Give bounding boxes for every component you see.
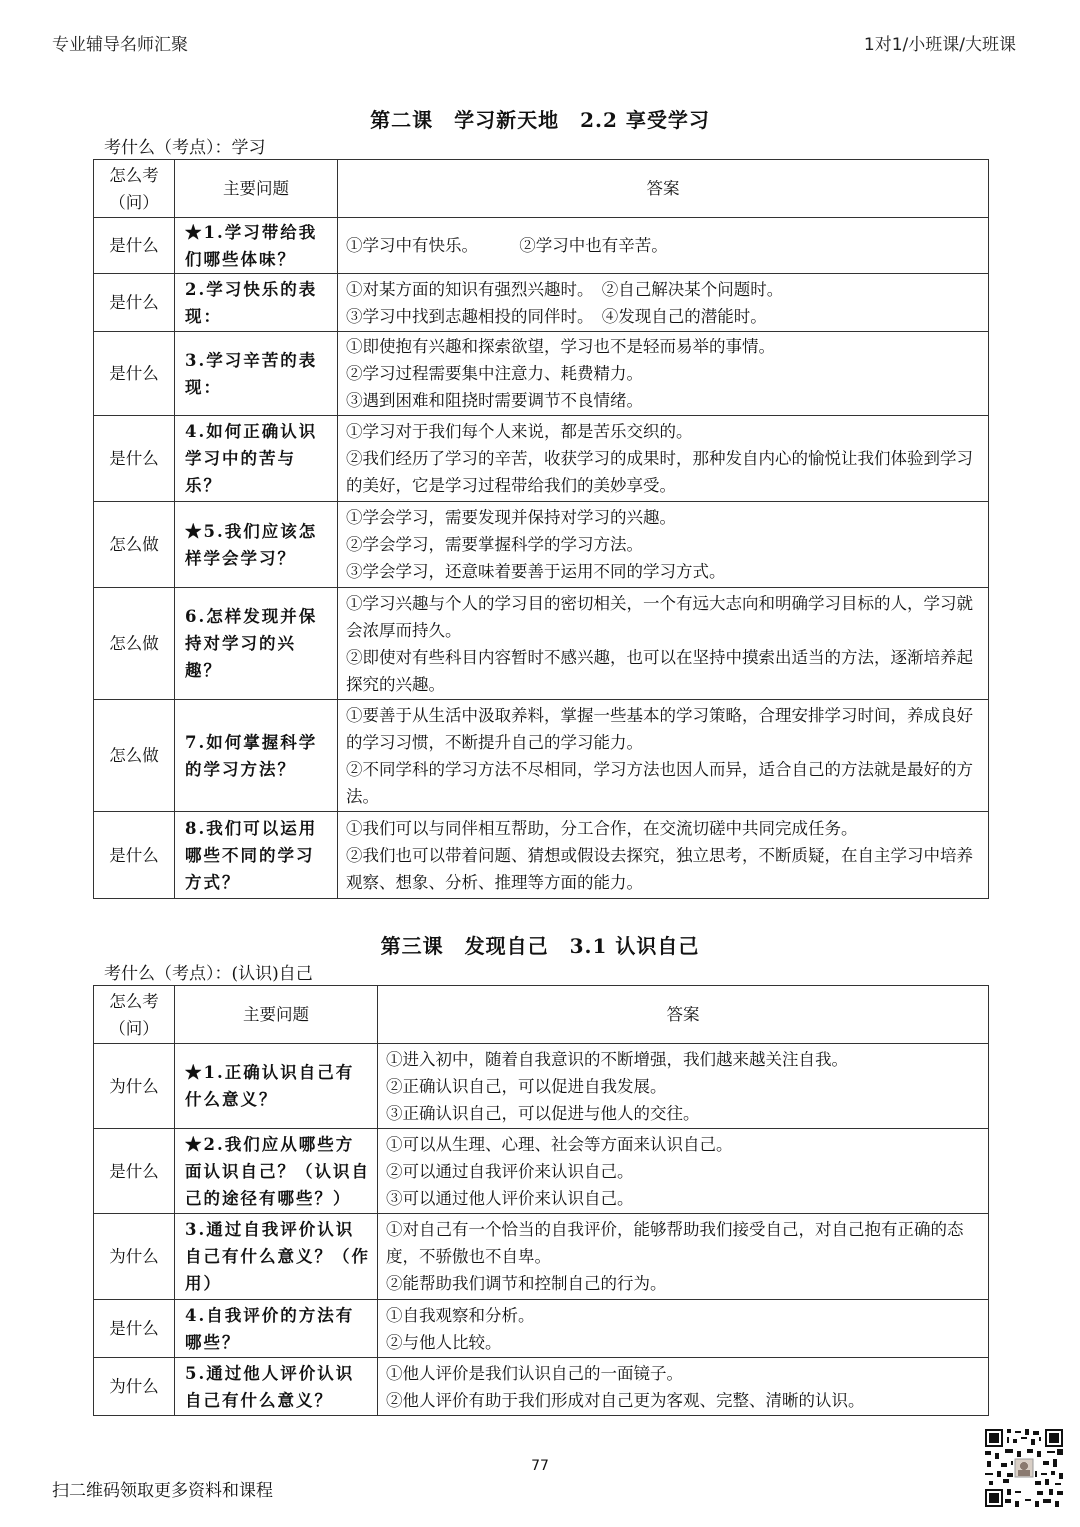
how-cell: 是什么	[94, 812, 175, 899]
page-number: 77	[531, 1458, 549, 1474]
question-cell: 4.如何正确认识学习中的苦与乐？	[175, 416, 338, 502]
answer-line: ②能帮助我们调节和控制自己的行为。	[386, 1274, 667, 1293]
answer-line: ③遇到困难和阻挠时需要调节不良情绪。	[346, 391, 643, 410]
table-row	[94, 218, 989, 274]
how-cell: 是什么	[94, 332, 175, 416]
answer-cell	[378, 1129, 989, 1214]
table-row	[94, 812, 989, 899]
answer-cell	[338, 812, 989, 899]
answer-line: ①学习兴趣与个人的学习目的密切相关，一个有远大志向和明确学习目标的人，学习就会浓厚而持久。	[346, 593, 973, 640]
col-header-answer: 答案	[338, 160, 989, 218]
how-cell: 为什么	[94, 1214, 175, 1300]
answer-line: ①进入初中，随着自我意识的不断增强，我们越来越关注自我。	[386, 1049, 848, 1069]
header-right-text: 1对1/小班课/大班课	[863, 35, 1016, 55]
col-header-question: 主要问题	[175, 160, 338, 218]
lesson2-title: 第二课 学习新天地 2.2 享受学习	[370, 108, 710, 132]
answer-cell	[378, 1358, 989, 1416]
question-cell: 3.通过自我评价认识自己有什么意义？（作用）	[175, 1214, 378, 1300]
question-cell: 4.自我评价的方法有哪些？	[175, 1300, 378, 1358]
how-cell: 是什么	[94, 1129, 175, 1214]
question-cell: 7.如何掌握科学的学习方法？	[175, 700, 338, 812]
answer-cell	[378, 1214, 989, 1300]
lesson2-table	[93, 159, 989, 899]
table-row	[94, 588, 989, 700]
how-cell: 是什么	[94, 274, 175, 332]
lesson2-kaodian: 考什么（考点）：学习	[104, 138, 266, 158]
table-row	[94, 1044, 989, 1129]
answer-line: ②可以通过自我评价来认识自己。	[386, 1161, 634, 1181]
question-cell: 3.学习辛苦的表现：	[175, 332, 338, 416]
lesson3-title: 第三课 发现自己 3.1 认识自己	[380, 934, 700, 958]
table-row	[94, 1300, 989, 1358]
answer-cell	[338, 588, 989, 700]
how-cell: 是什么	[94, 218, 175, 274]
qr-code-icon[interactable]	[983, 1427, 1065, 1509]
answer-cell	[378, 1044, 989, 1129]
question-cell: 2.学习快乐的表现：	[175, 274, 338, 332]
answer-line: ③正确认识自己，可以促进与他人的交往。	[386, 1103, 700, 1123]
col-header-question: 主要问题	[175, 986, 378, 1044]
header-left-text: 专业辅导名师汇聚	[52, 35, 188, 55]
answer-line: ①学会学习，需要发现并保持对学习的兴趣。	[346, 508, 676, 527]
answer-line: ②学习过程需要集中注意力、耗费精力。	[346, 364, 643, 383]
table-row	[94, 416, 989, 502]
answer-line: ②不同学科的学习方法不尽相同，学习方法也因人而异，适合自己的方法就是最好的方法。	[346, 759, 973, 806]
table-row	[94, 1214, 989, 1300]
answer-line: ①对自己有一个恰当的自我评价，能够帮助我们接受自己，对自己抱有正确的态度，不骄傲也不自卑。	[386, 1220, 964, 1266]
answer-line: ①要善于从生活中汲取养料，掌握一些基本的学习策略，合理安排学习时间，养成良好的学习习惯，不断提升自己的学习能力。	[346, 705, 973, 752]
table-row	[94, 332, 989, 416]
answer-line: ②我们也可以带着问题、猜想或假设去探究，独立思考，不断质疑，在自主学习中培养观察、想象、分析、推理等方面的能力。	[346, 845, 973, 892]
question-cell: ★2.我们应从哪些方面认识自己？（认识自己的途径有哪些？）	[175, 1129, 378, 1214]
question-cell: ★1.正确认识自己有什么意义？	[175, 1044, 378, 1129]
answer-line: ①可以从生理、心理、社会等方面来认识自己。	[386, 1134, 733, 1154]
col-header-how: 怎么考（问）	[94, 986, 175, 1044]
answer-line: ②即使对有些科目内容暂时不感兴趣，也可以在坚持中摸索出适当的方法，逐渐培养起探究的兴趣。	[346, 647, 973, 694]
answer-cell	[338, 274, 989, 332]
question-cell: 6.怎样发现并保持对学习的兴趣？	[175, 588, 338, 700]
answer-cell	[338, 416, 989, 502]
col-header-how: 怎么考（问）	[94, 160, 175, 218]
answer-line: ①自我观察和分析。	[386, 1305, 535, 1325]
answer-line: ②正确认识自己，可以促进自我发展。	[386, 1076, 667, 1096]
question-cell: 8.我们可以运用哪些不同的学习方式？	[175, 812, 338, 899]
table-header-row	[94, 160, 989, 218]
answer-line: ②我们经历了学习的辛苦，收获学习的成果时，那种发自内心的愉悦让我们体验到学习的美好，它是学习过程带给我们的美妙享受。	[346, 449, 973, 495]
answer-line: ①他人评价是我们认识自己的一面镜子。	[386, 1363, 683, 1383]
table-row	[94, 502, 989, 588]
table-row	[94, 274, 989, 332]
col-header-answer: 答案	[378, 986, 989, 1044]
how-cell: 为什么	[94, 1358, 175, 1416]
answer-line: ②学会学习，需要掌握科学的学习方法。	[346, 535, 643, 554]
answer-cell	[338, 502, 989, 588]
table-row	[94, 1129, 989, 1214]
lesson3-table	[93, 985, 989, 1416]
question-cell: ★1.学习带给我们哪些体味？	[175, 218, 338, 274]
answer-line: ①对某方面的知识有强烈兴趣时。 ②自己解决某个问题时。	[346, 279, 784, 299]
answer-cell	[338, 700, 989, 812]
answer-line: ①学习中有快乐。 ②学习中也有辛苦。	[346, 236, 668, 255]
answer-line: ③可以通过他人评价来认识自己。	[386, 1188, 634, 1208]
table-header-row	[94, 986, 989, 1044]
footer-text: 扫二维码领取更多资料和课程	[52, 1481, 273, 1501]
question-cell: 5.通过他人评价认识自己有什么意义？	[175, 1358, 378, 1416]
how-cell: 怎么做	[94, 700, 175, 812]
how-cell: 怎么做	[94, 588, 175, 700]
table-row	[94, 700, 989, 812]
answer-line: ③学会学习，还意味着要善于运用不同的学习方式。	[346, 562, 726, 581]
question-cell: ★5.我们应该怎样学会学习？	[175, 502, 338, 588]
answer-line: ①我们可以与同伴相互帮助，分工合作，在交流切磋中共同完成任务。	[346, 818, 858, 838]
answer-cell	[338, 218, 989, 274]
how-cell: 为什么	[94, 1044, 175, 1129]
how-cell: 是什么	[94, 1300, 175, 1358]
answer-line: ②他人评价有助于我们形成对自己更为客观、完整、清晰的认识。	[386, 1390, 865, 1410]
answer-cell	[378, 1300, 989, 1358]
lesson3-kaodian: 考什么（考点）：(认识)自己	[104, 964, 313, 984]
answer-cell	[338, 332, 989, 416]
table-row	[94, 1358, 989, 1416]
answer-line: ②与他人比较。	[386, 1332, 502, 1352]
how-cell: 怎么做	[94, 502, 175, 588]
how-cell: 是什么	[94, 416, 175, 502]
answer-line: ①即使抱有兴趣和探索欲望，学习也不是轻而易举的事情。	[346, 337, 775, 356]
answer-line: ①学习对于我们每个人来说，都是苦乐交织的。	[346, 422, 693, 441]
answer-line: ③学习中找到志趣相投的同伴时。 ④发现自己的潜能时。	[346, 306, 767, 326]
